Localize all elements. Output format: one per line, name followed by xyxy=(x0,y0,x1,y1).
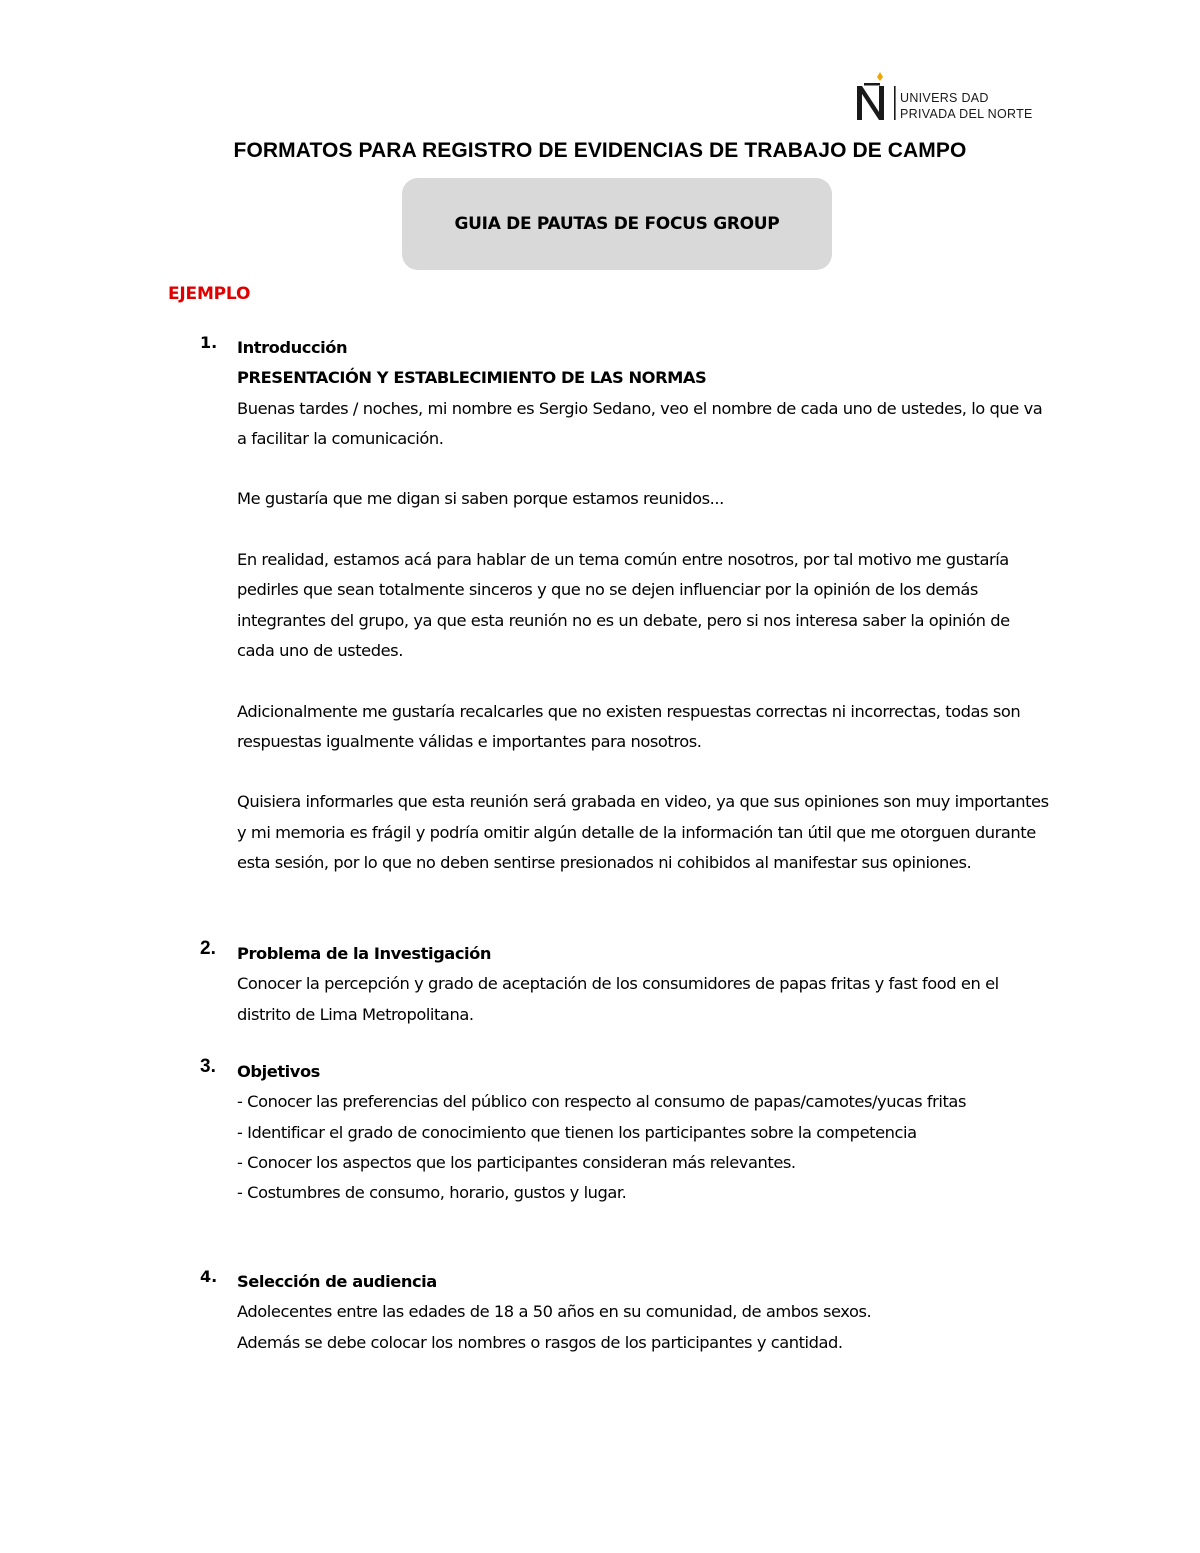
section-number: 1. xyxy=(200,333,218,352)
section-introduccion xyxy=(200,333,1050,878)
section-title: Selección de audiencia xyxy=(237,1272,437,1291)
upn-logo-icon xyxy=(852,72,1042,128)
section-number: 4. xyxy=(200,1267,218,1286)
logo-line2: PRIVADA DEL NORTE xyxy=(900,107,1033,121)
objective-item: - Conocer los aspectos que los participantes consideran más relevantes. xyxy=(237,1152,796,1172)
paragraph: Adicionalmente me gustaría recalcarles que no existen respuestas correctas ni incorrectas, todas son respuestas igualmente válidas e importantes para nosotros. xyxy=(237,701,1021,751)
section-number: 2. xyxy=(200,938,216,959)
paragraph: Buenas tardes / noches, mi nombre es Sergio Sedano, veo el nombre de cada uno de ustedes, lo que va a facilitar la comunicación. xyxy=(237,398,1043,448)
section-objetivos xyxy=(200,1057,1050,1208)
logo-line1: UNIVERS DAD xyxy=(900,91,989,105)
objective-item: - Identificar el grado de conocimiento que tienen los participantes sobre la competencia xyxy=(237,1122,917,1142)
paragraph: Adolecentes entre las edades de 18 a 50 años en su comunidad, de ambos sexos. xyxy=(237,1302,872,1322)
example-label: EJEMPLO xyxy=(168,284,251,304)
guide-heading-box xyxy=(402,178,832,270)
paragraph: Además se debe colocar los nombres o rasgos de los participantes y cantidad. xyxy=(237,1332,843,1352)
section-title: Problema de la Investigación xyxy=(237,944,492,963)
paragraph: Me gustaría que me digan si saben porque estamos reunidos... xyxy=(237,489,724,509)
paragraph: Quisiera informarles que esta reunión será grabada en video, ya que sus opiniones son muy importantes y mi memoria es frágil y podría omitir algún detalle de la información tan útil que me otorguen durante esta sesión, por lo que no deben sentirse presionados ni cohibidos al manifestar sus opiniones. xyxy=(237,792,1049,873)
section-problema xyxy=(200,939,1050,1030)
university-logo xyxy=(852,72,1042,128)
section-subtitle: PRESENTACIÓN Y ESTABLECIMIENTO DE LAS NORMAS xyxy=(237,368,707,388)
objective-item: - Costumbres de consumo, horario, gustos y lugar. xyxy=(237,1183,627,1203)
section-number: 3. xyxy=(200,1056,216,1077)
paragraph: Conocer la percepción y grado de aceptación de los consumidores de papas fritas y fast food en el distrito de Lima Metropolitana. xyxy=(237,974,999,1024)
paragraph: En realidad, estamos acá para hablar de un tema común entre nosotros, por tal motivo me gustaría pedirles que sean totalmente sinceros y que no se dejen influenciar por la opinión de los demás integrantes del grupo, ya que esta reunión no es un debate, pero si nos interesa saber la opinión de cada uno de ustedes. xyxy=(237,550,1010,660)
section-title: Objetivos xyxy=(237,1062,320,1081)
section-audiencia xyxy=(200,1267,1050,1358)
section-title: Introducción xyxy=(237,338,348,357)
document-title: FORMATOS PARA REGISTRO DE EVIDENCIAS DE TRABAJO DE CAMPO xyxy=(233,139,967,162)
objective-item: - Conocer las preferencias del público con respecto al consumo de papas/camotes/yucas fritas xyxy=(237,1092,966,1112)
guide-heading: GUIA DE PAUTAS DE FOCUS GROUP xyxy=(454,214,780,234)
